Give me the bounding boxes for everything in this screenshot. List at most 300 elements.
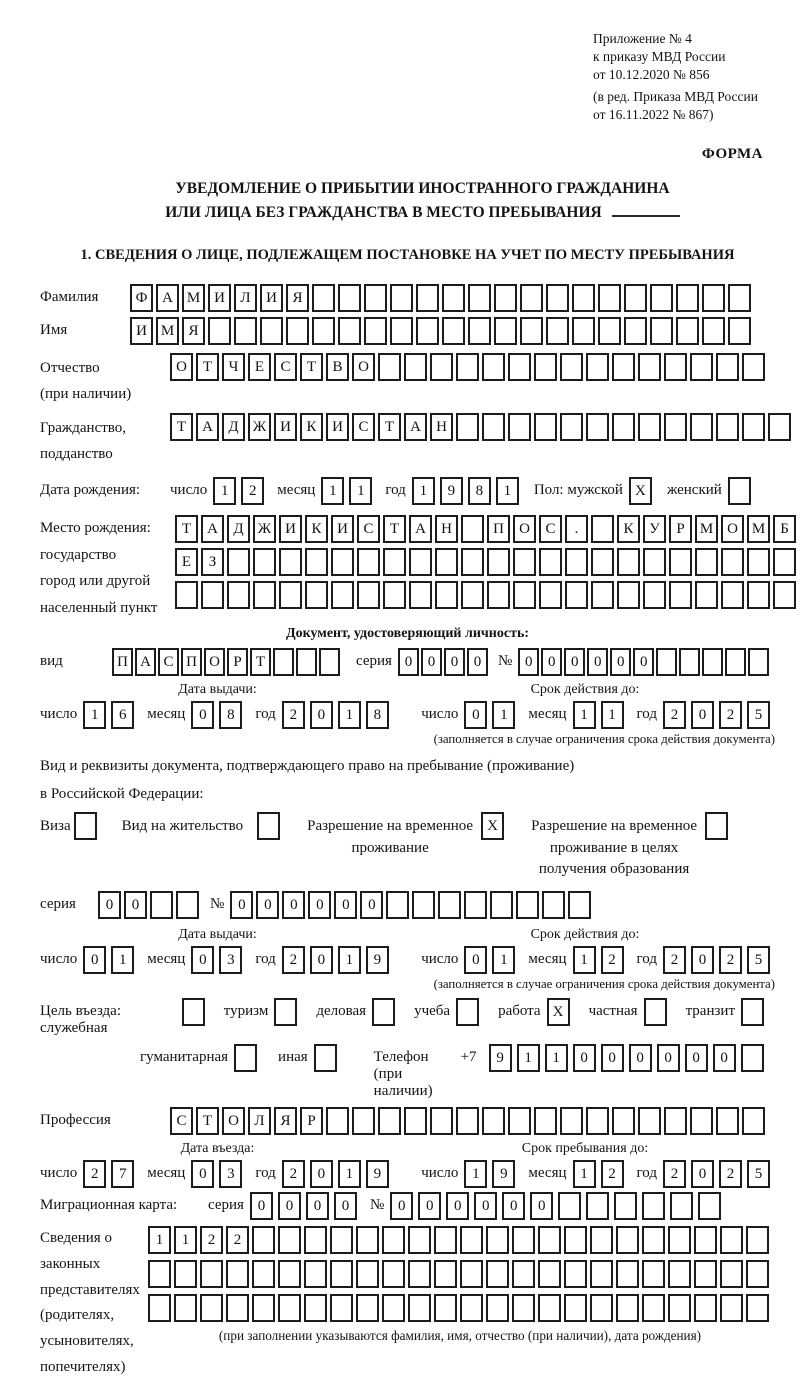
- char-cell[interactable]: [513, 581, 536, 609]
- char-cell[interactable]: [435, 581, 458, 609]
- char-cell[interactable]: 7: [111, 1160, 134, 1188]
- char-cell[interactable]: [508, 413, 531, 441]
- purpose-humanitarian-checkbox[interactable]: [234, 1044, 260, 1072]
- char-cell[interactable]: [598, 317, 621, 345]
- char-cell[interactable]: 1: [545, 1044, 568, 1072]
- char-cell[interactable]: 0: [446, 1192, 469, 1220]
- char-cell[interactable]: [586, 1107, 609, 1135]
- char-cell[interactable]: [208, 317, 231, 345]
- char-cell[interactable]: [516, 891, 539, 919]
- char-cell[interactable]: [741, 998, 764, 1026]
- doc-issue-month-input[interactable]: [191, 701, 247, 729]
- char-cell[interactable]: 9: [366, 1160, 389, 1188]
- char-cell[interactable]: [461, 581, 484, 609]
- char-cell[interactable]: [286, 317, 309, 345]
- char-cell[interactable]: 2: [719, 701, 742, 729]
- char-cell[interactable]: [560, 353, 583, 381]
- char-cell[interactable]: Т: [170, 413, 193, 441]
- purpose-study-checkbox[interactable]: [456, 998, 482, 1026]
- char-cell[interactable]: 0: [334, 1192, 357, 1220]
- purpose-private-checkbox[interactable]: [644, 998, 670, 1026]
- char-cell[interactable]: [668, 1226, 691, 1254]
- char-cell[interactable]: [200, 1260, 223, 1288]
- char-cell[interactable]: 0: [191, 946, 214, 974]
- char-cell[interactable]: [383, 581, 406, 609]
- char-cell[interactable]: [174, 1260, 197, 1288]
- char-cell[interactable]: [746, 1226, 769, 1254]
- char-cell[interactable]: 1: [412, 477, 435, 505]
- char-cell[interactable]: П: [112, 648, 133, 676]
- char-cell[interactable]: [568, 891, 591, 919]
- char-cell[interactable]: 0: [398, 648, 419, 676]
- representatives-row2-input[interactable]: [148, 1260, 772, 1288]
- char-cell[interactable]: 8: [366, 701, 389, 729]
- char-cell[interactable]: 2: [719, 946, 742, 974]
- char-cell[interactable]: 1: [492, 946, 515, 974]
- char-cell[interactable]: 0: [610, 648, 631, 676]
- doc-number-input[interactable]: [518, 648, 771, 676]
- char-cell[interactable]: 2: [601, 1160, 624, 1188]
- char-cell[interactable]: [312, 317, 335, 345]
- char-cell[interactable]: 0: [98, 891, 121, 919]
- char-cell[interactable]: [728, 477, 751, 505]
- char-cell[interactable]: [364, 317, 387, 345]
- char-cell[interactable]: 0: [691, 946, 714, 974]
- char-cell[interactable]: 1: [573, 1160, 596, 1188]
- char-cell[interactable]: [638, 413, 661, 441]
- char-cell[interactable]: [460, 1260, 483, 1288]
- char-cell[interactable]: [690, 353, 713, 381]
- char-cell[interactable]: [558, 1192, 581, 1220]
- char-cell[interactable]: [338, 284, 361, 312]
- char-cell[interactable]: [617, 581, 640, 609]
- char-cell[interactable]: [773, 548, 796, 576]
- char-cell[interactable]: [720, 1226, 743, 1254]
- char-cell[interactable]: [721, 581, 744, 609]
- char-cell[interactable]: [482, 413, 505, 441]
- char-cell[interactable]: 0: [308, 891, 331, 919]
- char-cell[interactable]: [468, 284, 491, 312]
- char-cell[interactable]: [442, 284, 465, 312]
- char-cell[interactable]: 1: [213, 477, 236, 505]
- char-cell[interactable]: [564, 1260, 587, 1288]
- char-cell[interactable]: [642, 1294, 665, 1322]
- permit-expiry-month-input[interactable]: [573, 946, 629, 974]
- char-cell[interactable]: [434, 1294, 457, 1322]
- sex-female-checkbox[interactable]: [728, 477, 754, 505]
- char-cell[interactable]: 2: [83, 1160, 106, 1188]
- char-cell[interactable]: [404, 1107, 427, 1135]
- char-cell[interactable]: [644, 998, 667, 1026]
- char-cell[interactable]: [612, 1107, 635, 1135]
- char-cell[interactable]: [382, 1226, 405, 1254]
- char-cell[interactable]: [296, 648, 317, 676]
- char-cell[interactable]: 0: [502, 1192, 525, 1220]
- char-cell[interactable]: 1: [338, 1160, 361, 1188]
- doc-issue-year-input[interactable]: [282, 701, 394, 729]
- char-cell[interactable]: Н: [435, 515, 458, 543]
- char-cell[interactable]: З: [201, 548, 224, 576]
- entry-year-input[interactable]: [282, 1160, 394, 1188]
- char-cell[interactable]: [590, 1260, 613, 1288]
- char-cell[interactable]: [382, 1294, 405, 1322]
- char-cell[interactable]: [494, 317, 517, 345]
- char-cell[interactable]: [705, 812, 728, 840]
- entry-month-input[interactable]: [191, 1160, 247, 1188]
- char-cell[interactable]: [664, 1107, 687, 1135]
- migration-number-input[interactable]: [390, 1192, 726, 1220]
- char-cell[interactable]: [698, 1192, 721, 1220]
- char-cell[interactable]: [253, 581, 276, 609]
- char-cell[interactable]: [252, 1294, 275, 1322]
- char-cell[interactable]: [274, 998, 297, 1026]
- char-cell[interactable]: [257, 812, 280, 840]
- char-cell[interactable]: [741, 1044, 764, 1072]
- char-cell[interactable]: [150, 891, 173, 919]
- char-cell[interactable]: [725, 648, 746, 676]
- phone-input[interactable]: [489, 1044, 769, 1072]
- char-cell[interactable]: [612, 413, 635, 441]
- char-cell[interactable]: [591, 581, 614, 609]
- char-cell[interactable]: [364, 284, 387, 312]
- char-cell[interactable]: [456, 1107, 479, 1135]
- char-cell[interactable]: 2: [282, 701, 305, 729]
- char-cell[interactable]: [694, 1294, 717, 1322]
- char-cell[interactable]: 2: [241, 477, 264, 505]
- char-cell[interactable]: [383, 548, 406, 576]
- char-cell[interactable]: [747, 548, 770, 576]
- purpose-transit-checkbox[interactable]: [741, 998, 767, 1026]
- char-cell[interactable]: А: [201, 515, 224, 543]
- char-cell[interactable]: Е: [248, 353, 271, 381]
- education-residence-checkbox[interactable]: [705, 812, 731, 840]
- char-cell[interactable]: [720, 1260, 743, 1288]
- char-cell[interactable]: 0: [278, 1192, 301, 1220]
- char-cell[interactable]: [591, 548, 614, 576]
- char-cell[interactable]: И: [279, 515, 302, 543]
- char-cell[interactable]: [668, 1294, 691, 1322]
- char-cell[interactable]: [768, 413, 791, 441]
- entry-day-input[interactable]: [83, 1160, 139, 1188]
- char-cell[interactable]: М: [156, 317, 179, 345]
- char-cell[interactable]: [227, 548, 250, 576]
- char-cell[interactable]: [565, 548, 588, 576]
- char-cell[interactable]: 0: [587, 648, 608, 676]
- char-cell[interactable]: Р: [669, 515, 692, 543]
- char-cell[interactable]: Т: [383, 515, 406, 543]
- char-cell[interactable]: 8: [219, 701, 242, 729]
- char-cell[interactable]: [468, 317, 491, 345]
- char-cell[interactable]: 1: [338, 946, 361, 974]
- char-cell[interactable]: 5: [747, 1160, 770, 1188]
- char-cell[interactable]: Т: [196, 353, 219, 381]
- char-cell[interactable]: 2: [226, 1226, 249, 1254]
- char-cell[interactable]: О: [222, 1107, 245, 1135]
- char-cell[interactable]: [669, 548, 692, 576]
- char-cell[interactable]: С: [158, 648, 179, 676]
- char-cell[interactable]: [148, 1260, 171, 1288]
- char-cell[interactable]: [487, 581, 510, 609]
- char-cell[interactable]: У: [643, 515, 666, 543]
- char-cell[interactable]: [252, 1260, 275, 1288]
- char-cell[interactable]: [386, 891, 409, 919]
- char-cell[interactable]: 0: [464, 946, 487, 974]
- char-cell[interactable]: [695, 548, 718, 576]
- char-cell[interactable]: [176, 891, 199, 919]
- char-cell[interactable]: А: [196, 413, 219, 441]
- sex-male-checkbox[interactable]: [629, 477, 655, 505]
- residence-permit-checkbox[interactable]: [257, 812, 283, 840]
- char-cell[interactable]: [408, 1226, 431, 1254]
- doc-expiry-year-input[interactable]: [663, 701, 775, 729]
- char-cell[interactable]: [642, 1260, 665, 1288]
- birthplace-row2-input[interactable]: [175, 548, 799, 576]
- char-cell[interactable]: [460, 1226, 483, 1254]
- char-cell[interactable]: 0: [573, 1044, 596, 1072]
- char-cell[interactable]: [442, 317, 465, 345]
- char-cell[interactable]: [742, 413, 765, 441]
- char-cell[interactable]: [234, 317, 257, 345]
- char-cell[interactable]: Ж: [248, 413, 271, 441]
- char-cell[interactable]: [638, 1107, 661, 1135]
- char-cell[interactable]: .: [565, 515, 588, 543]
- char-cell[interactable]: [201, 581, 224, 609]
- char-cell[interactable]: 2: [663, 946, 686, 974]
- char-cell[interactable]: [175, 581, 198, 609]
- char-cell[interactable]: [643, 581, 666, 609]
- char-cell[interactable]: [314, 1044, 337, 1072]
- char-cell[interactable]: [679, 648, 700, 676]
- char-cell[interactable]: 1: [517, 1044, 540, 1072]
- char-cell[interactable]: 0: [657, 1044, 680, 1072]
- char-cell[interactable]: 1: [338, 701, 361, 729]
- char-cell[interactable]: [200, 1294, 223, 1322]
- char-cell[interactable]: 0: [310, 1160, 333, 1188]
- char-cell[interactable]: [642, 1226, 665, 1254]
- char-cell[interactable]: И: [130, 317, 153, 345]
- char-cell[interactable]: [539, 548, 562, 576]
- char-cell[interactable]: 0: [310, 946, 333, 974]
- char-cell[interactable]: И: [260, 284, 283, 312]
- char-cell[interactable]: [746, 1294, 769, 1322]
- char-cell[interactable]: [408, 1260, 431, 1288]
- char-cell[interactable]: 2: [663, 701, 686, 729]
- char-cell[interactable]: И: [331, 515, 354, 543]
- char-cell[interactable]: 0: [418, 1192, 441, 1220]
- char-cell[interactable]: 0: [310, 701, 333, 729]
- stay-day-input[interactable]: [464, 1160, 520, 1188]
- char-cell[interactable]: 0: [518, 648, 539, 676]
- char-cell[interactable]: 0: [629, 1044, 652, 1072]
- char-cell[interactable]: [494, 284, 517, 312]
- char-cell[interactable]: С: [357, 515, 380, 543]
- char-cell[interactable]: [720, 1294, 743, 1322]
- char-cell[interactable]: [624, 284, 647, 312]
- char-cell[interactable]: [520, 284, 543, 312]
- char-cell[interactable]: 0: [541, 648, 562, 676]
- char-cell[interactable]: [572, 317, 595, 345]
- char-cell[interactable]: [534, 353, 557, 381]
- char-cell[interactable]: [534, 1107, 557, 1135]
- char-cell[interactable]: [273, 648, 294, 676]
- char-cell[interactable]: [382, 1260, 405, 1288]
- char-cell[interactable]: [253, 548, 276, 576]
- char-cell[interactable]: 1: [464, 1160, 487, 1188]
- char-cell[interactable]: [702, 317, 725, 345]
- char-cell[interactable]: [690, 1107, 713, 1135]
- char-cell[interactable]: 0: [124, 891, 147, 919]
- char-cell[interactable]: [279, 581, 302, 609]
- purpose-business-checkbox[interactable]: [372, 998, 398, 1026]
- char-cell[interactable]: Б: [773, 515, 796, 543]
- char-cell[interactable]: Р: [300, 1107, 323, 1135]
- char-cell[interactable]: [390, 317, 413, 345]
- permit-issue-month-input[interactable]: [191, 946, 247, 974]
- char-cell[interactable]: [694, 1260, 717, 1288]
- migration-series-input[interactable]: [250, 1192, 362, 1220]
- char-cell[interactable]: 9: [489, 1044, 512, 1072]
- char-cell[interactable]: Я: [274, 1107, 297, 1135]
- char-cell[interactable]: Т: [378, 413, 401, 441]
- char-cell[interactable]: О: [170, 353, 193, 381]
- char-cell[interactable]: [456, 998, 479, 1026]
- char-cell[interactable]: [716, 1107, 739, 1135]
- char-cell[interactable]: [512, 1226, 535, 1254]
- stay-year-input[interactable]: [663, 1160, 775, 1188]
- char-cell[interactable]: [390, 284, 413, 312]
- char-cell[interactable]: 0: [464, 701, 487, 729]
- char-cell[interactable]: 3: [219, 1160, 242, 1188]
- char-cell[interactable]: 1: [492, 701, 515, 729]
- char-cell[interactable]: [438, 891, 461, 919]
- char-cell[interactable]: А: [404, 413, 427, 441]
- char-cell[interactable]: С: [352, 413, 375, 441]
- char-cell[interactable]: [560, 1107, 583, 1135]
- char-cell[interactable]: [482, 1107, 505, 1135]
- char-cell[interactable]: [412, 891, 435, 919]
- char-cell[interactable]: [279, 548, 302, 576]
- char-cell[interactable]: 1: [174, 1226, 197, 1254]
- char-cell[interactable]: [520, 317, 543, 345]
- representatives-row3-input[interactable]: [148, 1294, 772, 1322]
- char-cell[interactable]: 2: [200, 1226, 223, 1254]
- patronymic-input[interactable]: [170, 353, 768, 381]
- char-cell[interactable]: [695, 581, 718, 609]
- char-cell[interactable]: А: [409, 515, 432, 543]
- char-cell[interactable]: 9: [366, 946, 389, 974]
- char-cell[interactable]: [408, 1294, 431, 1322]
- char-cell[interactable]: О: [721, 515, 744, 543]
- char-cell[interactable]: [676, 317, 699, 345]
- char-cell[interactable]: 1: [148, 1226, 171, 1254]
- char-cell[interactable]: О: [352, 353, 375, 381]
- char-cell[interactable]: [638, 353, 661, 381]
- char-cell[interactable]: [590, 1294, 613, 1322]
- char-cell[interactable]: [565, 581, 588, 609]
- char-cell[interactable]: Р: [227, 648, 248, 676]
- char-cell[interactable]: [352, 1107, 375, 1135]
- char-cell[interactable]: 2: [601, 946, 624, 974]
- char-cell[interactable]: [226, 1294, 249, 1322]
- char-cell[interactable]: Ф: [130, 284, 153, 312]
- char-cell[interactable]: М: [747, 515, 770, 543]
- char-cell[interactable]: 0: [191, 701, 214, 729]
- char-cell[interactable]: В: [326, 353, 349, 381]
- char-cell[interactable]: [305, 548, 328, 576]
- char-cell[interactable]: [650, 284, 673, 312]
- char-cell[interactable]: [694, 1226, 717, 1254]
- purpose-work-checkbox[interactable]: [547, 998, 573, 1026]
- char-cell[interactable]: М: [182, 284, 205, 312]
- char-cell[interactable]: Т: [175, 515, 198, 543]
- char-cell[interactable]: [278, 1294, 301, 1322]
- char-cell[interactable]: 2: [719, 1160, 742, 1188]
- char-cell[interactable]: [252, 1226, 275, 1254]
- char-cell[interactable]: [642, 1192, 665, 1220]
- char-cell[interactable]: 0: [256, 891, 279, 919]
- char-cell[interactable]: Л: [248, 1107, 271, 1135]
- char-cell[interactable]: [612, 353, 635, 381]
- char-cell[interactable]: [278, 1260, 301, 1288]
- char-cell[interactable]: Л: [234, 284, 257, 312]
- char-cell[interactable]: 0: [444, 648, 465, 676]
- char-cell[interactable]: С: [170, 1107, 193, 1135]
- representatives-row1-input[interactable]: [148, 1226, 772, 1254]
- char-cell[interactable]: [278, 1226, 301, 1254]
- birthdate-day-input[interactable]: [213, 477, 269, 505]
- char-cell[interactable]: А: [135, 648, 156, 676]
- char-cell[interactable]: [260, 317, 283, 345]
- char-cell[interactable]: К: [300, 413, 323, 441]
- char-cell[interactable]: К: [305, 515, 328, 543]
- char-cell[interactable]: [356, 1226, 379, 1254]
- char-cell[interactable]: [434, 1260, 457, 1288]
- char-cell[interactable]: [564, 1226, 587, 1254]
- char-cell[interactable]: [430, 353, 453, 381]
- char-cell[interactable]: [304, 1226, 327, 1254]
- char-cell[interactable]: [650, 317, 673, 345]
- char-cell[interactable]: [357, 548, 380, 576]
- char-cell[interactable]: [174, 1294, 197, 1322]
- char-cell[interactable]: Д: [227, 515, 250, 543]
- char-cell[interactable]: [742, 1107, 765, 1135]
- char-cell[interactable]: [357, 581, 380, 609]
- permit-series-input[interactable]: [98, 891, 202, 919]
- char-cell[interactable]: [513, 548, 536, 576]
- char-cell[interactable]: [430, 1107, 453, 1135]
- char-cell[interactable]: 0: [601, 1044, 624, 1072]
- char-cell[interactable]: [490, 891, 513, 919]
- char-cell[interactable]: [312, 284, 335, 312]
- char-cell[interactable]: [538, 1260, 561, 1288]
- char-cell[interactable]: [643, 548, 666, 576]
- char-cell[interactable]: Ч: [222, 353, 245, 381]
- char-cell[interactable]: [487, 548, 510, 576]
- char-cell[interactable]: [572, 284, 595, 312]
- char-cell[interactable]: [748, 648, 769, 676]
- char-cell[interactable]: 0: [691, 701, 714, 729]
- char-cell[interactable]: 0: [390, 1192, 413, 1220]
- char-cell[interactable]: Н: [430, 413, 453, 441]
- char-cell[interactable]: [586, 353, 609, 381]
- char-cell[interactable]: [512, 1260, 535, 1288]
- permit-issue-day-input[interactable]: [83, 946, 139, 974]
- char-cell[interactable]: К: [617, 515, 640, 543]
- profession-input[interactable]: [170, 1107, 768, 1135]
- char-cell[interactable]: 0: [633, 648, 654, 676]
- char-cell[interactable]: [546, 317, 569, 345]
- char-cell[interactable]: 0: [713, 1044, 736, 1072]
